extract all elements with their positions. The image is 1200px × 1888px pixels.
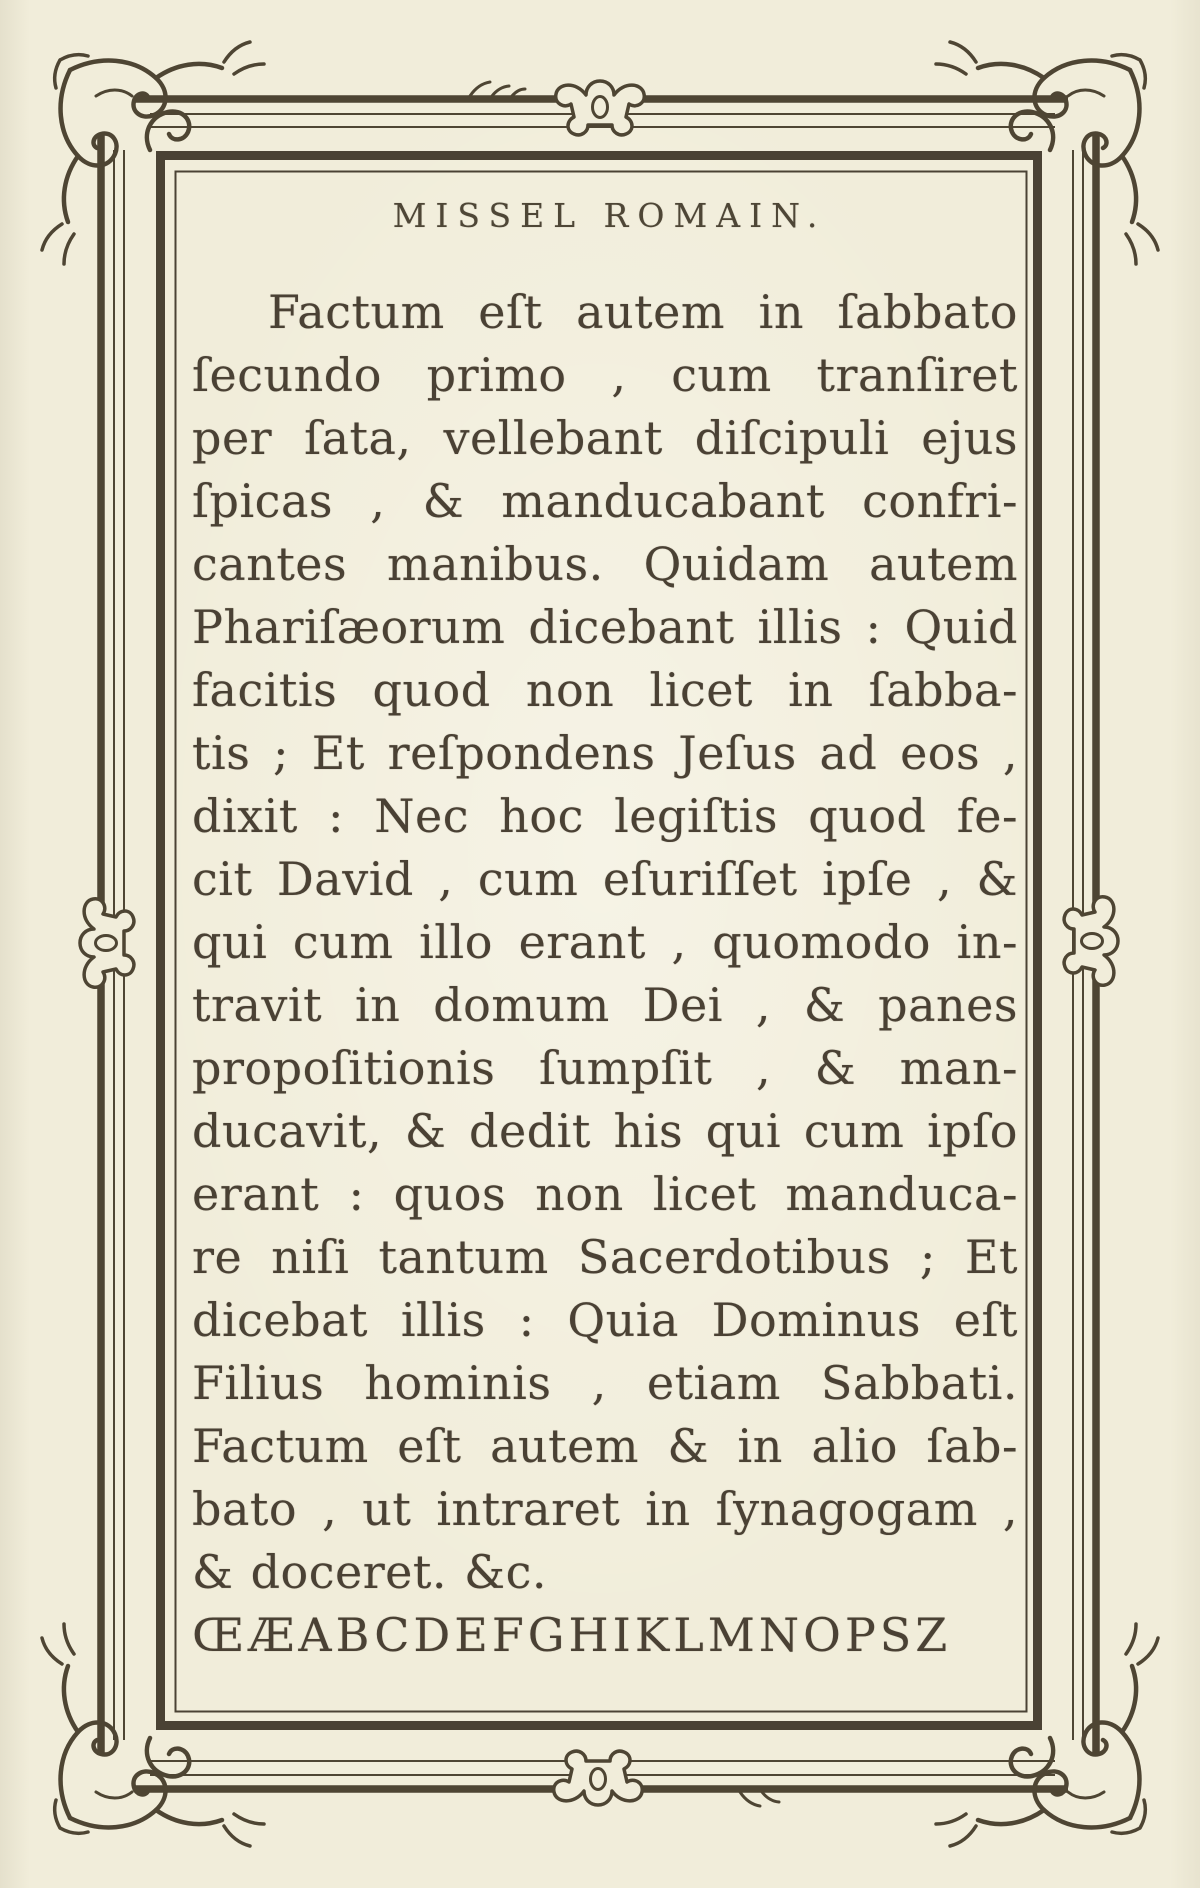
shell-ornament-left: [80, 899, 134, 988]
body-line: bato , ut intraret in ſynagogam ,: [192, 1482, 1018, 1536]
body-line: Phariſæorum dicebant illis : Quid: [192, 600, 1018, 654]
body-line: cantes manibus. Quidam autem: [192, 537, 1018, 591]
body-line: Factum eſt autem in ſabbato: [268, 285, 1018, 339]
body-line: qui cum illo erant , quomodo in-: [192, 915, 1018, 969]
body-line: cit David , cum eſuriſſet ipſe , &: [192, 852, 1018, 906]
body-line: travit in domum Dei , & panes: [192, 978, 1018, 1032]
body-line: erant : quos non licet manduca-: [192, 1167, 1018, 1221]
body-line: propoſitionis ſumpſit , & man-: [192, 1041, 1018, 1095]
page-title: MISSEL ROMAIN.: [392, 196, 827, 235]
body-line: ſpicas , & manducabant confri-: [192, 474, 1018, 528]
body-line: & doceret. &c.: [192, 1545, 547, 1599]
body-line: ducavit, & dedit his qui cum ipſo: [192, 1104, 1018, 1158]
body-line: facitis quod non licet in ſabba-: [192, 663, 1018, 717]
body-line: dixit : Nec hoc legiſtis quod fe-: [192, 789, 1018, 843]
body-line: Factum eſt autem & in alio ſab-: [192, 1419, 1018, 1473]
specimen-body: [192, 281, 1018, 1667]
body-line: re niſi tantum Sacerdotibus ; Et: [192, 1230, 1018, 1284]
body-line: dicebat illis : Quia Dominus eſt: [192, 1293, 1018, 1347]
body-line: Filius hominis , etiam Sabbati.: [192, 1356, 1018, 1410]
text-block: [192, 197, 1018, 1667]
alphabet-specimen-line: ŒÆABCDEFGHIKLMNOPSZ: [192, 1608, 952, 1662]
body-line: ſecundo primo , cum tranſiret: [192, 348, 1018, 402]
shell-ornament-bottom: [554, 1751, 643, 1805]
body-line: per ſata, vellebant diſcipuli ejus: [192, 411, 1018, 465]
body-line: tis ; Et reſpondens Jeſus ad eos ,: [192, 726, 1018, 780]
